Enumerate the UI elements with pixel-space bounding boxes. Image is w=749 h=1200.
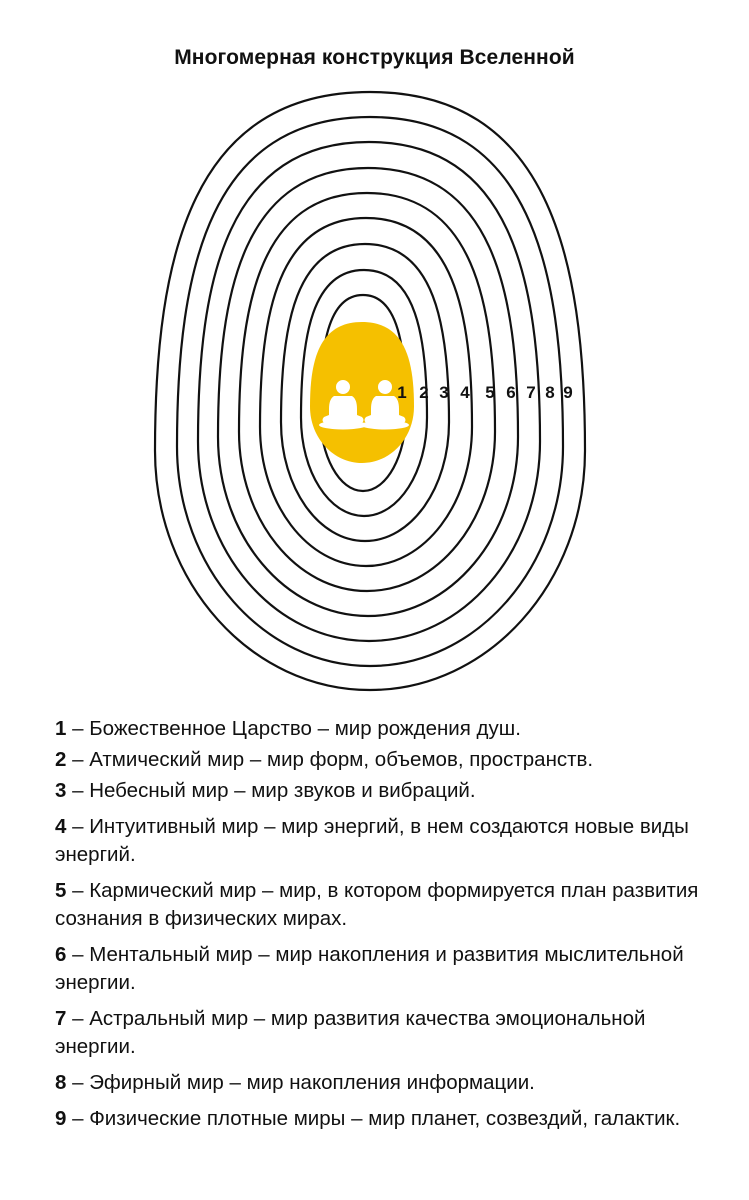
legend-text: – Астральный мир – мир развития качества эмоциональной энергии. <box>55 1007 646 1058</box>
legend-text: – Небесный мир – мир звуков и вибраций. <box>66 779 476 802</box>
legend-item-6 <box>55 941 715 997</box>
legend-number: 1 <box>55 717 67 740</box>
legend-item-1 <box>55 715 715 743</box>
legend-text: – Ментальный мир – мир накопления и развития мыслительной энергии. <box>55 943 684 994</box>
legend-item-8 <box>55 1069 715 1097</box>
diagram-title: Многомерная конструкция Вселенной <box>174 46 575 69</box>
legend-number: 4 <box>55 815 67 838</box>
legend-text: – Божественное Царство – мир рождения душ. <box>66 717 521 740</box>
legend-text: – Атмический мир – мир форм, объемов, пространств. <box>66 748 594 771</box>
layer-label-2: 2 <box>419 383 429 402</box>
legend-item-9 <box>55 1105 715 1133</box>
legend-item-4 <box>55 813 715 869</box>
legend-number: 3 <box>55 779 67 802</box>
legend-text: – Физические плотные миры – мир планет, созвездий, галактик. <box>66 1107 681 1130</box>
layer-labels <box>397 383 572 402</box>
legend-item-7 <box>55 1005 715 1061</box>
legend-text: – Эфирный мир – мир накопления информации. <box>66 1071 535 1094</box>
layer-label-1: 1 <box>397 383 407 402</box>
legend-number: 7 <box>55 1007 67 1030</box>
layer-label-7: 7 <box>526 383 536 402</box>
legend-item-5 <box>55 877 715 933</box>
legend <box>55 715 715 1141</box>
legend-text: – Интуитивный мир – мир энергий, в нем создаются новые виды энергий. <box>55 815 689 866</box>
legend-number: 2 <box>55 748 67 771</box>
layer-label-6: 6 <box>506 383 516 402</box>
layer-label-9: 9 <box>563 383 573 402</box>
layer-label-5: 5 <box>485 383 495 402</box>
layer-label-3: 3 <box>439 383 449 402</box>
legend-number: 5 <box>55 879 67 902</box>
layer-label-4: 4 <box>460 383 470 402</box>
legend-item-2 <box>55 746 715 774</box>
legend-item-3 <box>55 777 715 805</box>
legend-number: 8 <box>55 1071 67 1094</box>
legend-text: – Кармический мир – мир, в котором формируется план развития сознания в физических мирах. <box>55 879 699 930</box>
legend-number: 6 <box>55 943 67 966</box>
legend-number: 9 <box>55 1107 67 1130</box>
layer-label-8: 8 <box>545 383 555 402</box>
